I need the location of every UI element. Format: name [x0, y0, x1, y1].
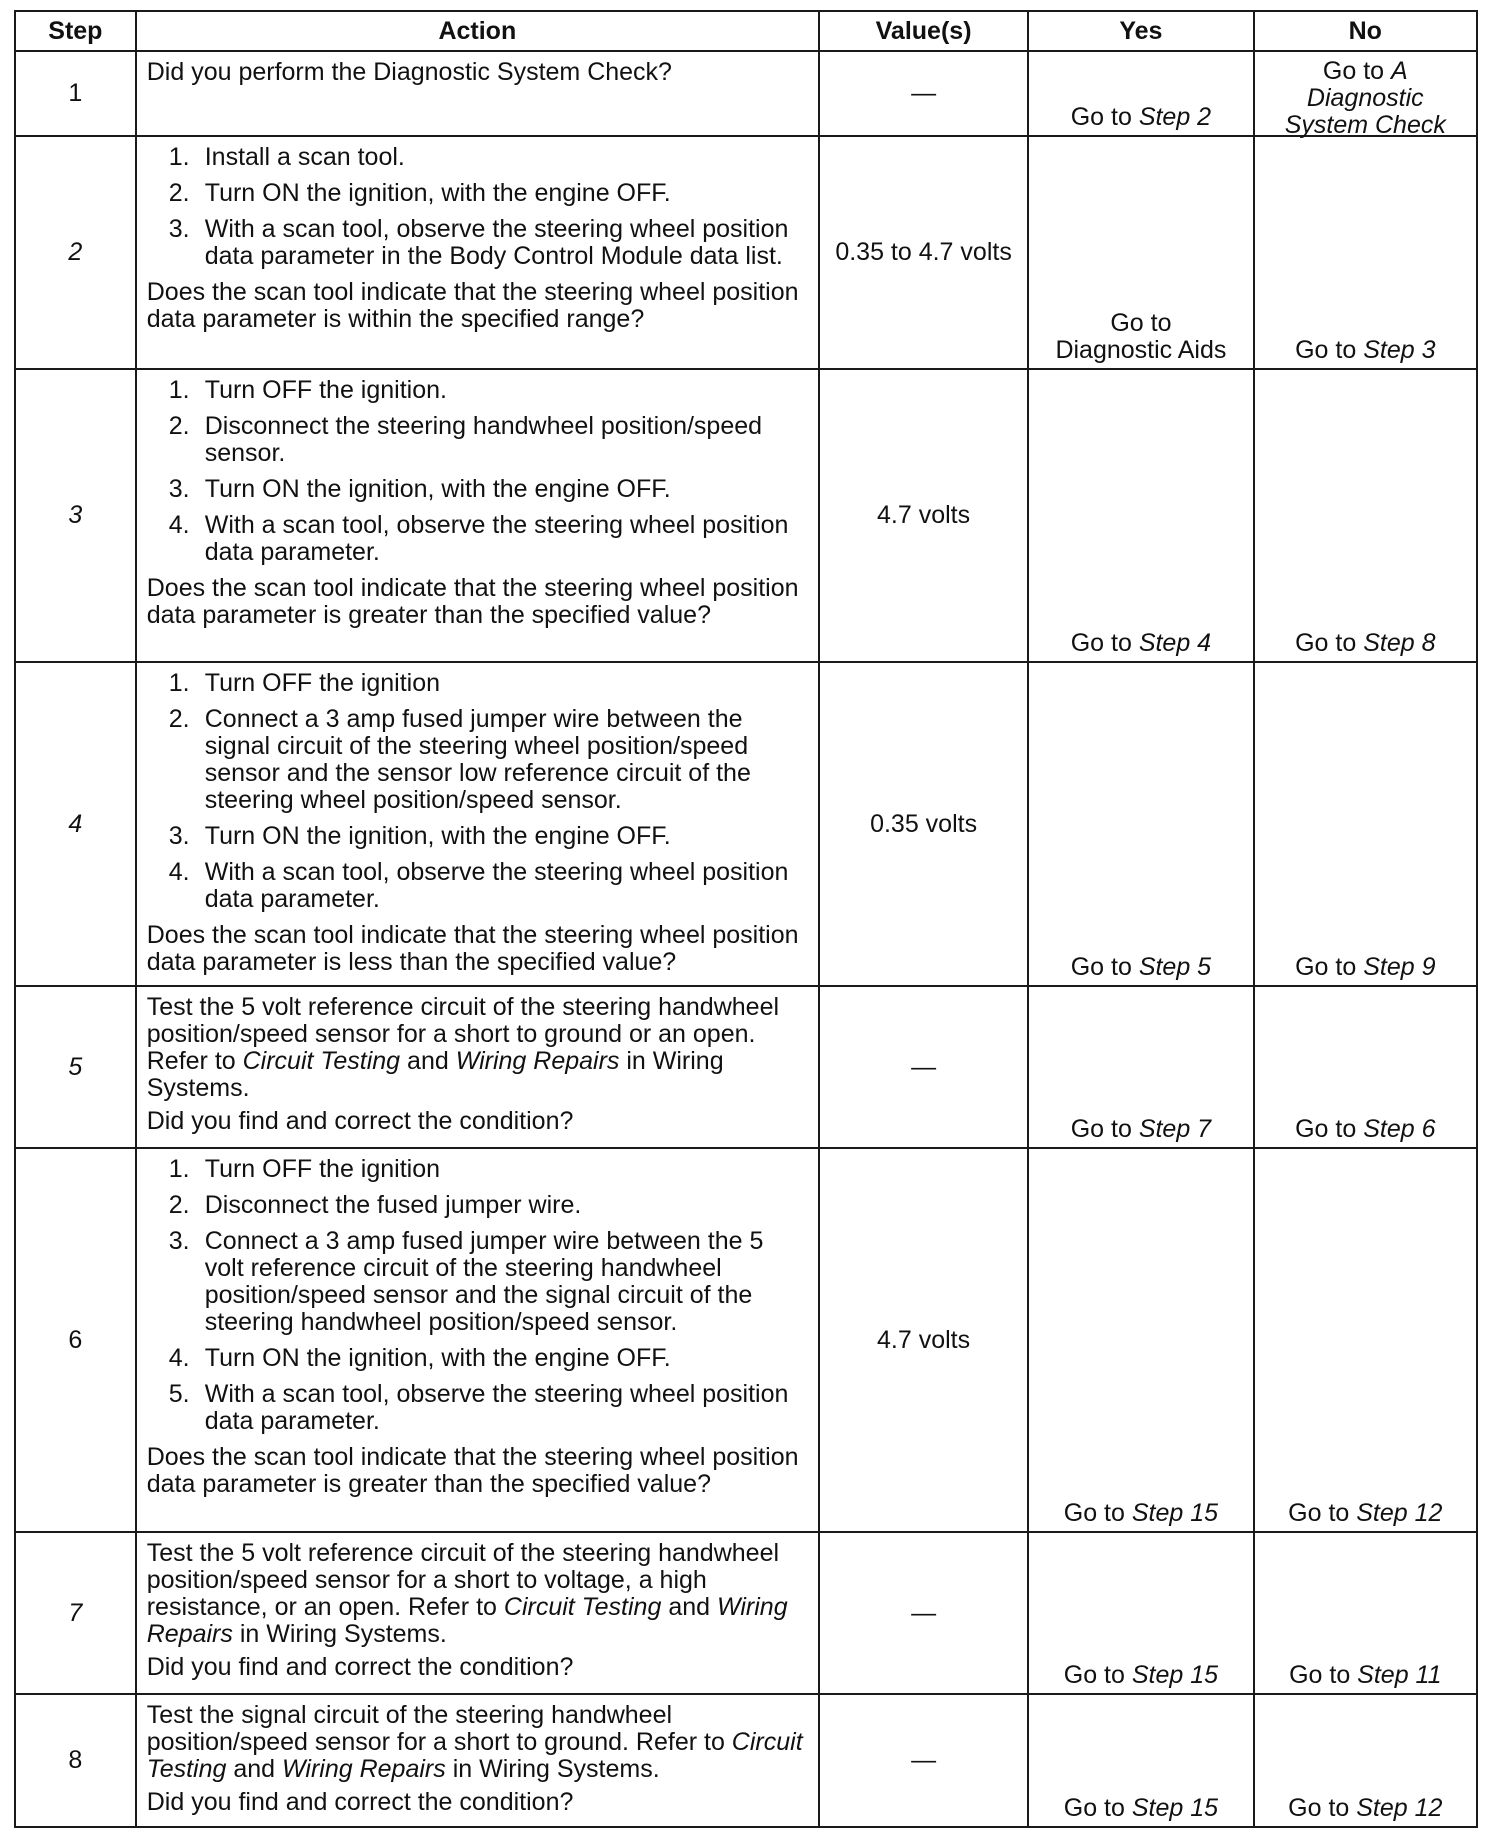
- no-target: Go to Step 6: [1295, 1115, 1436, 1143]
- value-cell: 4.7 volts: [819, 1148, 1028, 1532]
- list-item: 2. Connect a 3 amp fused jumper wire between the signal circuit of the steering wheel position/speed sensor and the sensor low reference circuit of the steering wheel position/speed sensor.: [168, 705, 751, 814]
- yes-cell: [1028, 662, 1253, 986]
- action-cell: [136, 1148, 819, 1532]
- action-text: Test the 5 volt reference circuit of the steering handwheel position/speed sensor for a short to voltage, a high resistance, or an open. Refer to Circuit Testing and Wiring Repairs in Wiring Systems.: [146, 1539, 788, 1648]
- no-cell: [1254, 986, 1477, 1148]
- no-cell: [1254, 1694, 1477, 1827]
- yes-target: Go to Step 5: [1070, 953, 1212, 981]
- no-cell: [1254, 662, 1477, 986]
- no-target: Go to Step 12: [1288, 1794, 1443, 1822]
- no-target: Go to Step 11: [1289, 1661, 1442, 1689]
- header-values: Value(s): [819, 11, 1028, 51]
- table-row: [15, 1148, 1477, 1532]
- yes-target: Go to Step 15: [1063, 1499, 1219, 1527]
- step-number: 7: [15, 1532, 136, 1694]
- action-text: Test the 5 volt reference circuit of the steering handwheel position/speed sensor for a short to ground or an open. Refer to Circuit Testing and Wiring Repairs in Wiring Systems.: [146, 993, 780, 1102]
- step-number: 5: [15, 986, 136, 1148]
- action-steps: [147, 1156, 808, 1435]
- step-number: 4: [15, 662, 136, 986]
- yes-cell: [1028, 986, 1253, 1148]
- no-target: Go to Step 9: [1295, 953, 1436, 981]
- header-action: Action: [136, 11, 819, 51]
- yes-target: Go to Step 4: [1070, 629, 1212, 657]
- list-item: 2. Turn ON the ignition, with the engine OFF.: [168, 179, 671, 207]
- no-target: Go to Step 12: [1288, 1499, 1443, 1527]
- list-item: 1. Turn OFF the ignition: [168, 669, 441, 697]
- action-cell: [136, 662, 819, 986]
- list-item: 2. Disconnect the fused jumper wire.: [168, 1191, 582, 1219]
- action-question: Does the scan tool indicate that the steering wheel position data parameter is greater than the specified value?: [146, 1443, 799, 1498]
- list-item: 1. Turn OFF the ignition: [168, 1155, 441, 1183]
- table-row: [15, 51, 1477, 136]
- header-no: No: [1254, 11, 1477, 51]
- value-cell: —: [819, 51, 1028, 136]
- header-yes: Yes: [1028, 11, 1253, 51]
- list-item: 3. Connect a 3 amp fused jumper wire between the 5 volt reference circuit of the steering handwheel position/speed sensor and the signal circuit of the steering handwheel position/speed sensor.: [168, 1227, 764, 1336]
- no-target: Go to Step 3: [1295, 336, 1436, 364]
- list-item: 3. Turn ON the ignition, with the engine OFF.: [168, 475, 671, 503]
- no-target: Go to A Diagnostic System Check: [1284, 57, 1446, 139]
- action-question: Did you perform the Diagnostic System Check?: [146, 58, 672, 86]
- table-row: [15, 986, 1477, 1148]
- no-cell: [1254, 1532, 1477, 1694]
- step-number: 2: [15, 136, 136, 369]
- yes-target: Go to Step 15: [1063, 1661, 1219, 1689]
- yes-cell: [1028, 136, 1253, 369]
- list-item: 1. Install a scan tool.: [168, 143, 405, 171]
- yes-cell: [1028, 1694, 1253, 1827]
- yes-target: Go to Diagnostic Aids: [1055, 309, 1227, 364]
- yes-cell: [1028, 369, 1253, 662]
- yes-cell: [1028, 1532, 1253, 1694]
- action-cell: [136, 136, 819, 369]
- diagnostic-table: [14, 10, 1478, 1828]
- table-row: [15, 1532, 1477, 1694]
- table-row: [15, 1694, 1477, 1827]
- value-cell: —: [819, 1532, 1028, 1694]
- no-cell: [1254, 369, 1477, 662]
- list-item: 4. With a scan tool, observe the steering wheel position data parameter.: [168, 511, 789, 566]
- step-number: 6: [15, 1148, 136, 1532]
- action-cell: [136, 986, 819, 1148]
- list-item: 4. Turn ON the ignition, with the engine OFF.: [168, 1344, 671, 1372]
- action-steps: [147, 144, 808, 270]
- list-item: 3. With a scan tool, observe the steering wheel position data parameter in the Body Control Module data list.: [168, 215, 789, 270]
- action-cell: [136, 51, 819, 136]
- list-item: 1. Turn OFF the ignition.: [168, 376, 447, 404]
- no-cell: [1254, 1148, 1477, 1532]
- yes-cell: [1028, 1148, 1253, 1532]
- table-row: [15, 136, 1477, 369]
- list-item: 2. Disconnect the steering handwheel position/speed sensor.: [168, 412, 763, 467]
- list-item: 4. With a scan tool, observe the steering wheel position data parameter.: [168, 858, 789, 913]
- value-cell: —: [819, 1694, 1028, 1827]
- no-cell: [1254, 51, 1477, 139]
- header-step: Step: [15, 11, 136, 51]
- list-item: 3. Turn ON the ignition, with the engine OFF.: [168, 822, 671, 850]
- header-row: [15, 11, 1477, 51]
- value-cell: 4.7 volts: [819, 369, 1028, 662]
- action-cell: [136, 1694, 819, 1827]
- action-question: Does the scan tool indicate that the steering wheel position data parameter is within the specified range?: [146, 278, 799, 333]
- step-number: 1: [15, 51, 136, 136]
- action-question: Did you find and correct the condition?: [146, 1788, 574, 1816]
- no-cell: [1254, 136, 1477, 369]
- yes-cell: [1028, 51, 1253, 136]
- table-row: [15, 369, 1477, 662]
- action-question: Does the scan tool indicate that the steering wheel position data parameter is greater than the specified value?: [146, 574, 799, 629]
- yes-target: Go to Step 15: [1063, 1794, 1219, 1822]
- no-target: Go to Step 8: [1295, 629, 1436, 657]
- action-question: Did you find and correct the condition?: [146, 1653, 574, 1681]
- action-question: Did you find and correct the condition?: [146, 1107, 574, 1135]
- value-cell: —: [819, 986, 1028, 1148]
- step-number: 8: [15, 1694, 136, 1827]
- table-row: [15, 662, 1477, 986]
- step-number: 3: [15, 369, 136, 662]
- action-steps: [147, 670, 808, 913]
- list-item: 5. With a scan tool, observe the steering wheel position data parameter.: [168, 1380, 789, 1435]
- action-cell: [136, 369, 819, 662]
- yes-target: Go to Step 7: [1070, 1115, 1212, 1143]
- action-steps: [147, 377, 808, 566]
- action-cell: [136, 1532, 819, 1694]
- action-text: Test the signal circuit of the steering handwheel position/speed sensor for a short to ground. Refer to Circuit Testing and Wiring Repairs in Wiring Systems.: [146, 1701, 803, 1783]
- value-cell: 0.35 volts: [819, 662, 1028, 986]
- value-cell: 0.35 to 4.7 volts: [819, 136, 1028, 369]
- action-question: Does the scan tool indicate that the steering wheel position data parameter is less than the specified value?: [146, 921, 799, 976]
- yes-target: Go to Step 2: [1070, 103, 1212, 131]
